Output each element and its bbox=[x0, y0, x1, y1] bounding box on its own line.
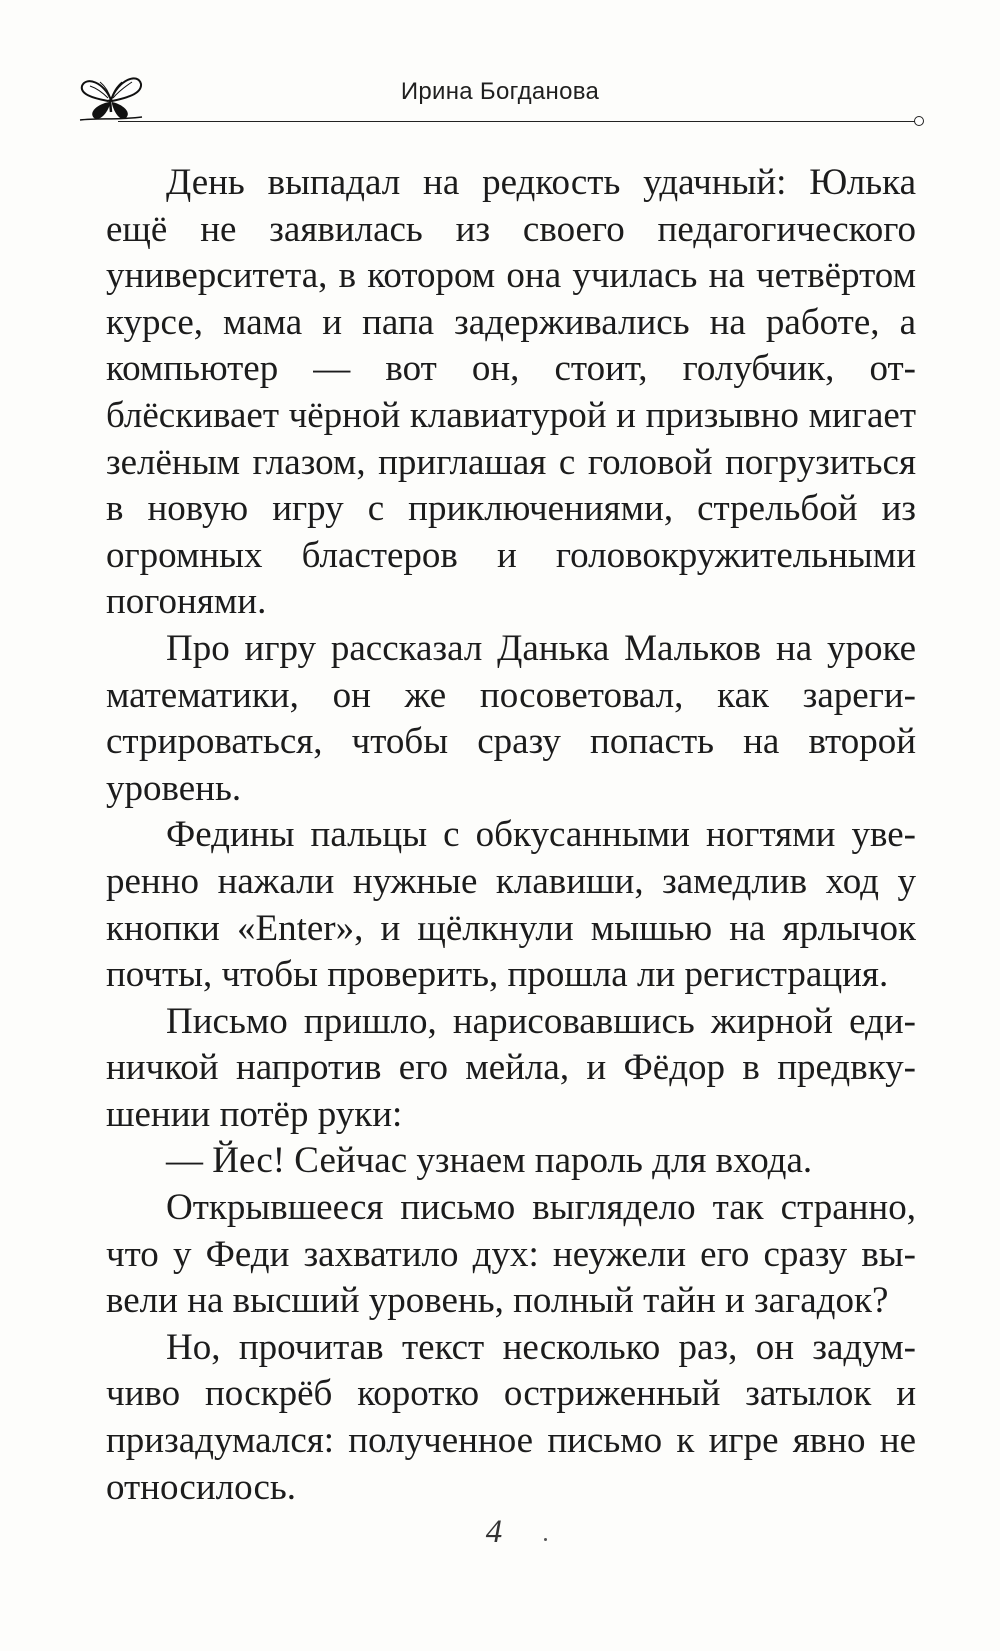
header-rule-end-circle bbox=[914, 116, 924, 126]
paragraph: Но, прочитав текст несколько раз, он задумчиво поскрёб коротко остриженный затылок и призадумался: полученное письмо к игре явно не относилось. bbox=[106, 1326, 916, 1508]
paragraph: Федины пальцы с обкусанными ногтями уверенно нажали нужные клавиши, замедлив ход у кнопки «Enter», и щёлкнули мышью на ярлычок почты, чтобы проверить, прошла ли регистрация. bbox=[106, 814, 916, 996]
dialogue-line: — Йес! Сейчас узнаем пароль для входа. bbox=[166, 1140, 813, 1182]
paragraph: Письмо пришло, нарисовавшись жирной единичкой напротив его мейла, и Фёдор в предвкушении потёр руки: bbox=[106, 1000, 916, 1135]
body-text bbox=[106, 160, 916, 1511]
paragraph: Про игру рассказал Данька Мальков на уроке математики, он же посоветовал, как зарегистрироваться, чтобы сразу попасть на второй уровень. bbox=[106, 627, 916, 809]
print-speck bbox=[544, 1538, 547, 1541]
paragraph: День выпадал на редкость удачный: Юлька ещё не заявилась из своего педагогического университета, в котором она училась на четвёртом курсе, мама и папа задерживались на работе, а компьютер — вот он, стоит, голубчик, отблёскивает чёрной клавиатурой и призывно мигает зелёным глазом, приглашая с головой погрузиться в новую игру с приключениями, стрельбой из огромных бластеров и головокружительными погонями. bbox=[106, 162, 916, 623]
header-rule bbox=[118, 121, 916, 122]
page-number: 4 bbox=[485, 1514, 503, 1550]
running-head-author: Ирина Богданова bbox=[400, 78, 600, 105]
paragraph: Открывшееся письмо выглядело так странно, что у Феди захватило дух: неужели его сразу вывели на высший уровень, полный тайн и загадок? bbox=[106, 1187, 916, 1322]
